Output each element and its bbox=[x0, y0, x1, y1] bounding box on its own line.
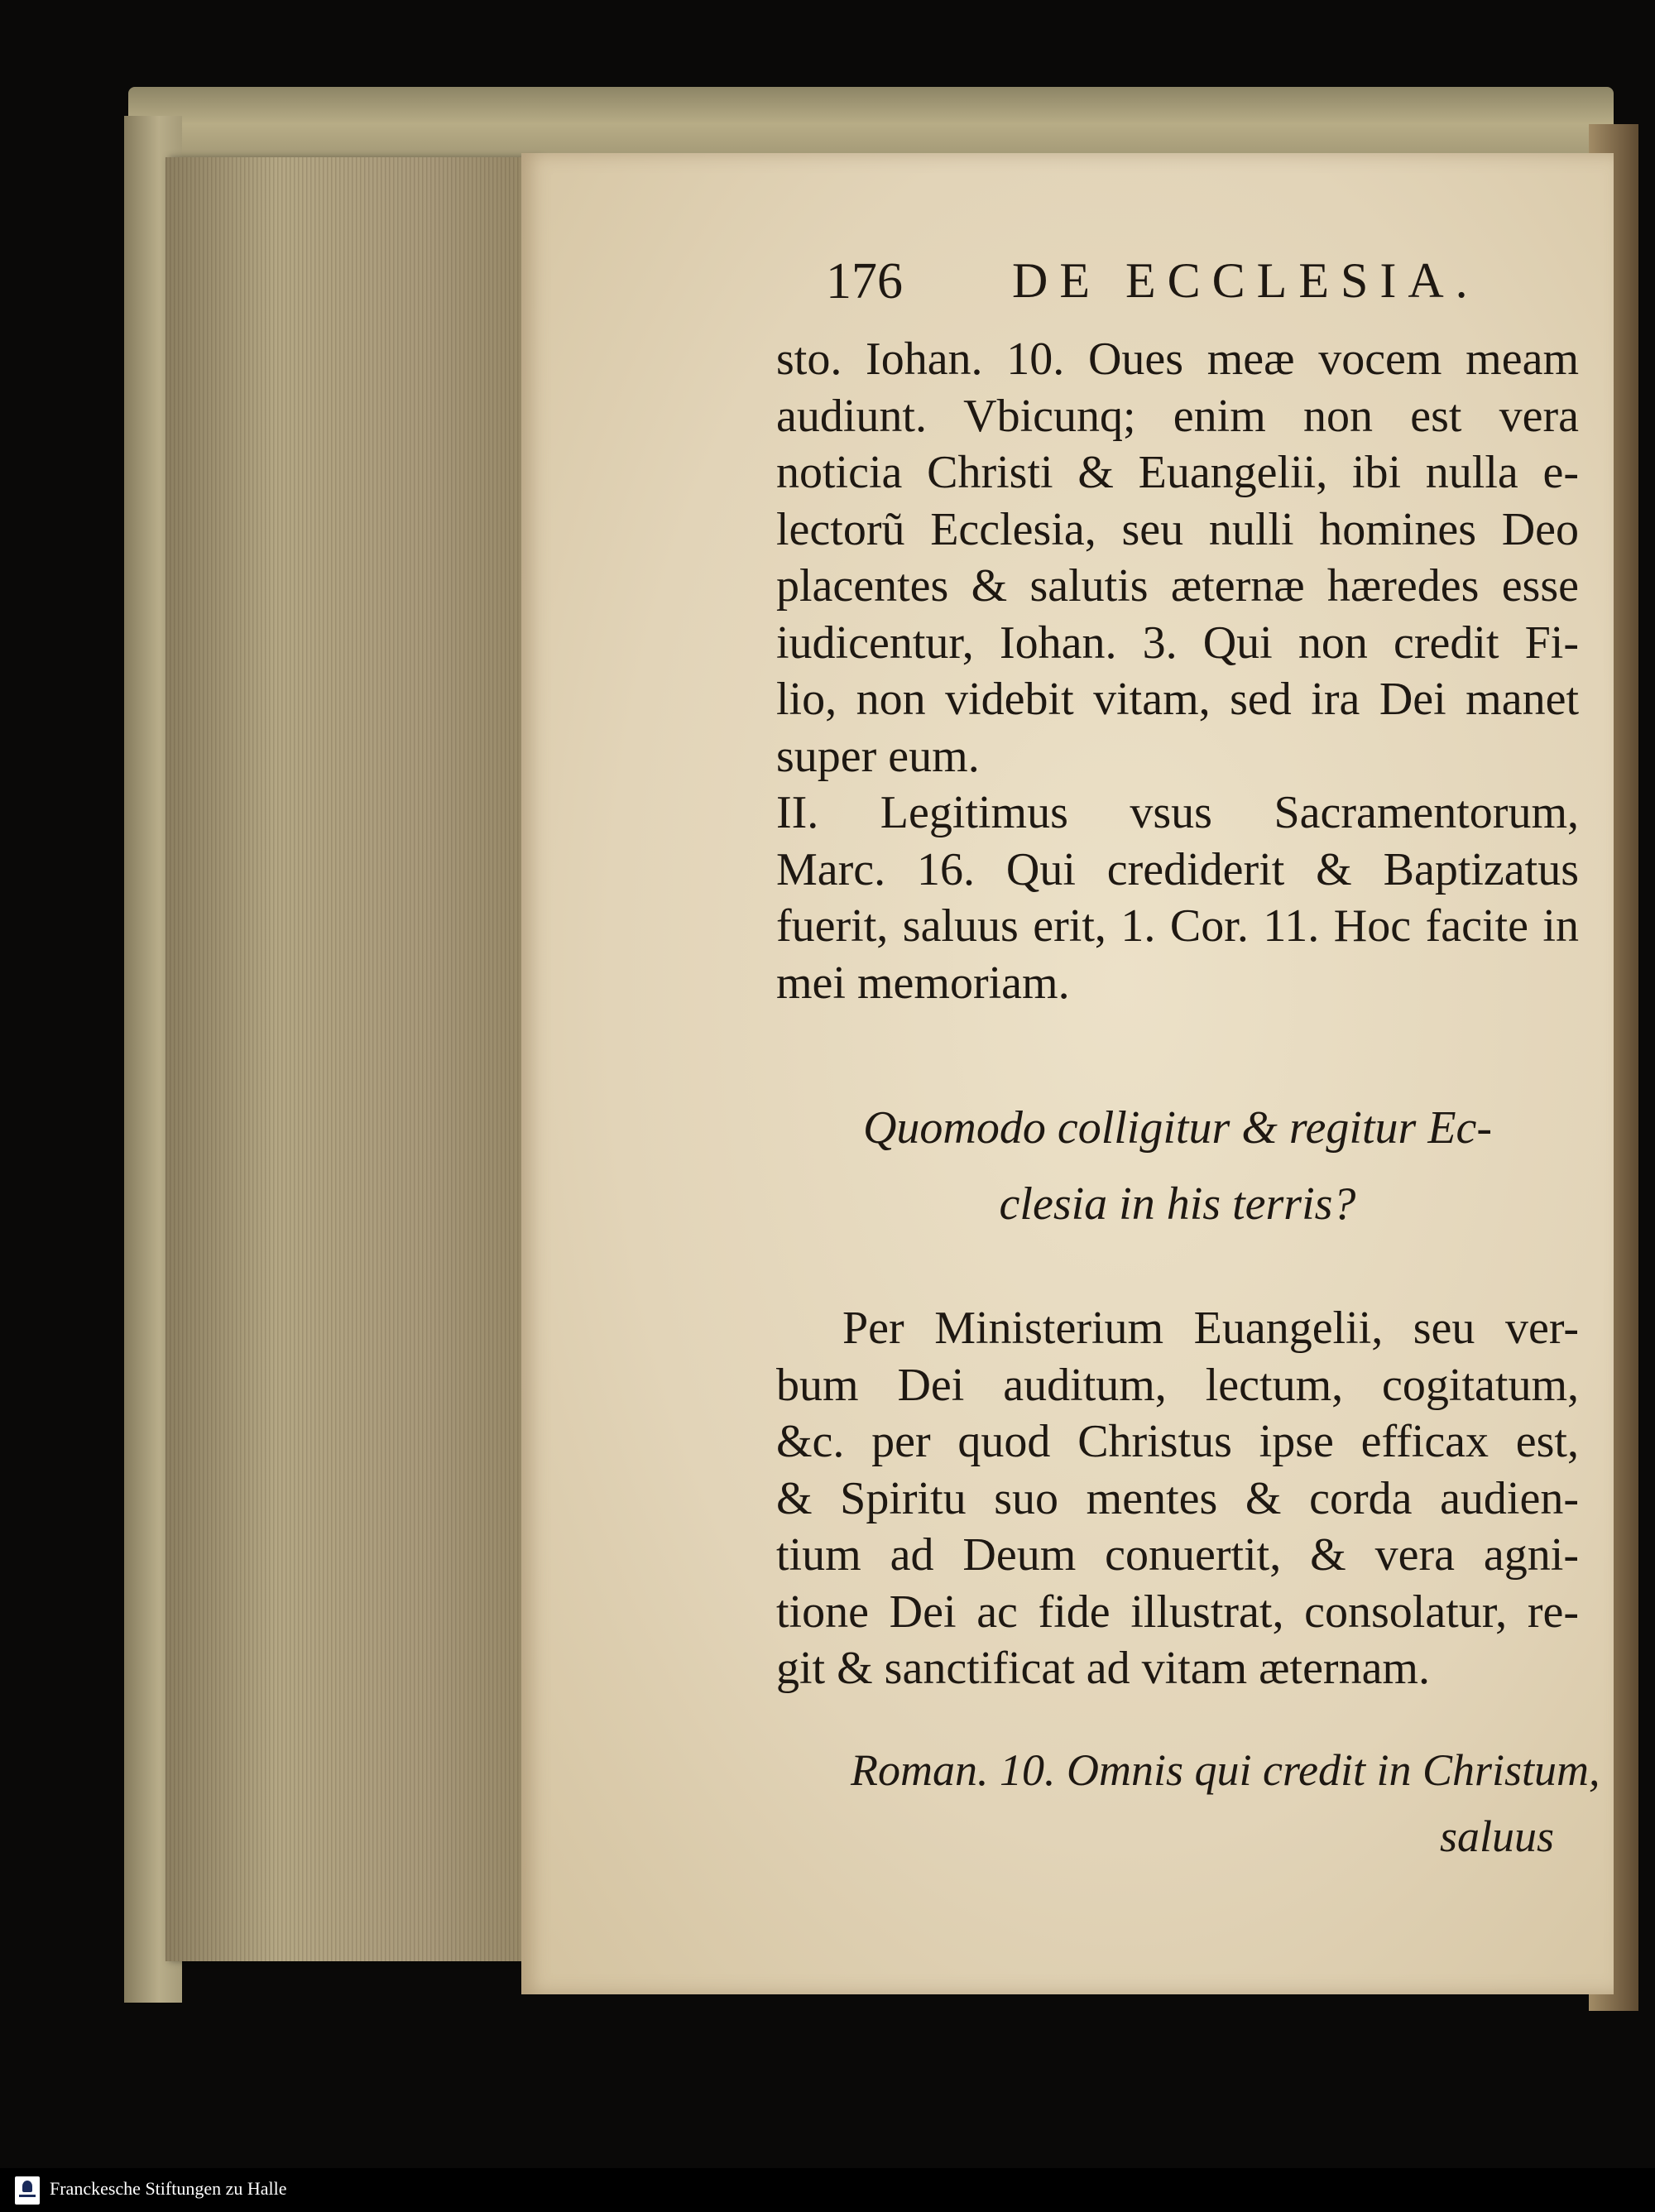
paragraph-2 bbox=[776, 785, 1579, 1011]
question-heading bbox=[776, 1090, 1579, 1242]
page-header bbox=[776, 252, 1579, 331]
text-line: noticia Christi & Euangelii, ibi nulla e- bbox=[776, 447, 1579, 498]
question-line: clesia in his terris? bbox=[999, 1178, 1356, 1230]
text-line: Marc. 16. Qui crediderit & Baptizatus bbox=[776, 843, 1579, 895]
answer-paragraph bbox=[776, 1300, 1579, 1697]
text-line: mei memoriam. bbox=[776, 957, 1070, 1009]
page-edges bbox=[166, 157, 538, 1961]
text-line: &c. per quod Christus ipse efficax est, bbox=[776, 1416, 1579, 1467]
text-line: lectorũ Ecclesia, seu nulli homines Deo bbox=[776, 503, 1579, 555]
footer-bar bbox=[0, 2168, 1655, 2212]
catchword: saluus bbox=[1439, 1811, 1554, 1861]
text-line: git & sanctificat ad vitam æternam. bbox=[776, 1643, 1430, 1694]
text-line: audiunt. Vbicunq; enim non est vera bbox=[776, 390, 1579, 442]
scripture-citation: Roman. 10. Omnis qui credit in Christum, bbox=[851, 1744, 1600, 1795]
text-line: II. Legitimus vsus Sacramentorum, bbox=[776, 787, 1579, 838]
text-line: lio, non videbit vitam, sed ira Dei manet bbox=[776, 674, 1579, 725]
page-text-block bbox=[776, 252, 1600, 1869]
text-line: placentes & salutis æternæ hæredes esse bbox=[776, 560, 1579, 612]
institution-logo-icon bbox=[15, 2176, 40, 2205]
text-line: sto. Iohan. 10. Oues meæ vocem meam bbox=[776, 333, 1579, 385]
text-line: & Spiritu suo mentes & corda audien- bbox=[776, 1472, 1579, 1524]
running-title: DE ECCLESIA. bbox=[1012, 253, 1480, 308]
text-line: super eum. bbox=[776, 730, 980, 782]
question-line: Quomodo colligitur & regitur Ec- bbox=[862, 1102, 1493, 1154]
text-line: Per Ministerium Euangelii, seu ver- bbox=[842, 1303, 1579, 1354]
text-line: bum Dei auditum, lectum, cogitatum, bbox=[776, 1359, 1579, 1411]
text-line: fuerit, saluus erit, 1. Cor. 11. Hoc facite in bbox=[776, 900, 1579, 952]
paragraph-1 bbox=[776, 331, 1579, 785]
text-line: tium ad Deum conuertit, & vera agni- bbox=[776, 1529, 1579, 1581]
text-line: iudicentur, Iohan. 3. Qui non credit Fi- bbox=[776, 617, 1579, 669]
text-line: tione Dei ac fide illustrat, consolatur, re- bbox=[776, 1586, 1579, 1638]
page-number: 176 bbox=[826, 253, 903, 309]
institution-name: Franckesche Stiftungen zu Halle bbox=[50, 2178, 287, 2199]
